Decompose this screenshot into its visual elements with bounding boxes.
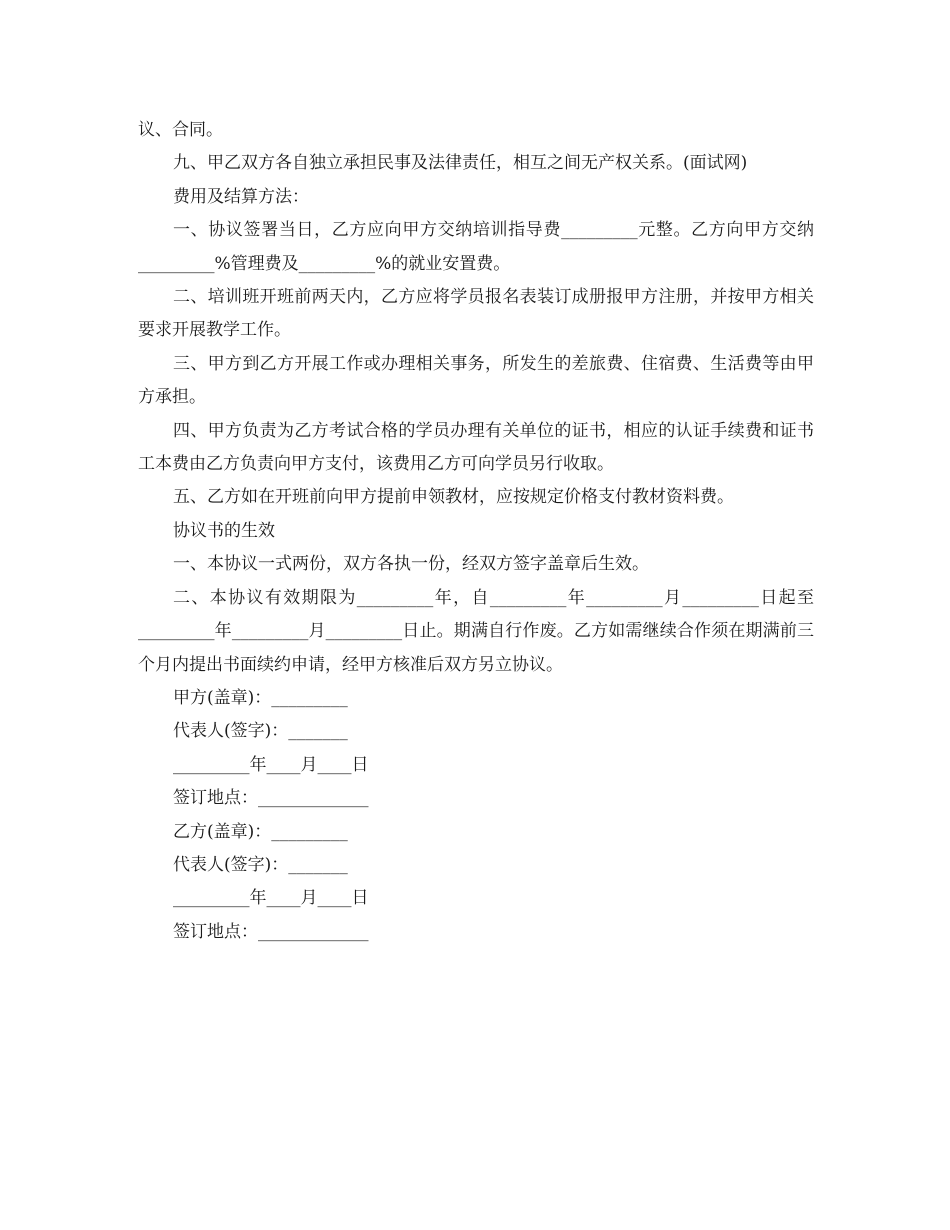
document-body bbox=[138, 114, 814, 949]
fee-clause-two: 二、培训班开班前两天内，乙方应将学员报名表装订成册报甲方注册，并按甲方相关要求开展教学工作。 bbox=[138, 287, 814, 341]
fee-clause-five: 五、乙方如在开班前向甲方提前申领教材，应按规定价格支付教材资料费。 bbox=[173, 487, 734, 508]
effect-clause-two: 二、本协议有效期限为_________年，自_________年_________月_________日起至_________年_________月_________日止。期满自行作废。乙方如需继续合作须在期满前三个月内提出书面续约申请，经甲方核准后双方另立协议。 bbox=[138, 587, 814, 675]
party-b-date-line: _________年____月____日 bbox=[173, 888, 369, 909]
section-heading-fees: 费用及结算方法： bbox=[173, 186, 309, 207]
effect-clause-one: 一、本协议一式两份，双方各执一份，经双方签字盖章后生效。 bbox=[173, 554, 649, 575]
party-a-seal-line: 甲方(盖章)：_________ bbox=[173, 687, 348, 708]
party-a-date-line: _________年____月____日 bbox=[173, 754, 369, 775]
fee-clause-four: 四、甲方负责为乙方考试合格的学员办理有关单位的证书，相应的认证手续费和证书工本费由乙方负责向甲方支付，该费用乙方可向学员另行收取。 bbox=[138, 420, 814, 475]
section-heading-effect: 协议书的生效 bbox=[173, 520, 275, 541]
fee-clause-three: 三、甲方到乙方开展工作或办理相关事务，所发生的差旅费、住宿费、生活费等由甲方承担。 bbox=[138, 353, 814, 408]
party-a-place-line: 签订地点：_____________ bbox=[173, 788, 369, 809]
party-b-place-line: 签订地点：_____________ bbox=[173, 921, 369, 942]
clause-nine: 九、甲乙双方各自独立承担民事及法律责任，相互之间无产权关系。(面试网) bbox=[173, 153, 748, 174]
paragraph-continuation: 议、合同。 bbox=[138, 120, 223, 140]
party-a-representative-line: 代表人(签字)：_______ bbox=[173, 721, 348, 742]
fee-clause-one: 一、协议签署当日，乙方应向甲方交纳培训指导费_________元整。乙方向甲方交纳_________%管理费及_________%的就业安置费。 bbox=[138, 220, 814, 274]
party-b-representative-line: 代表人(签字)：_______ bbox=[173, 854, 348, 875]
party-b-seal-line: 乙方(盖章)：_________ bbox=[173, 821, 348, 842]
